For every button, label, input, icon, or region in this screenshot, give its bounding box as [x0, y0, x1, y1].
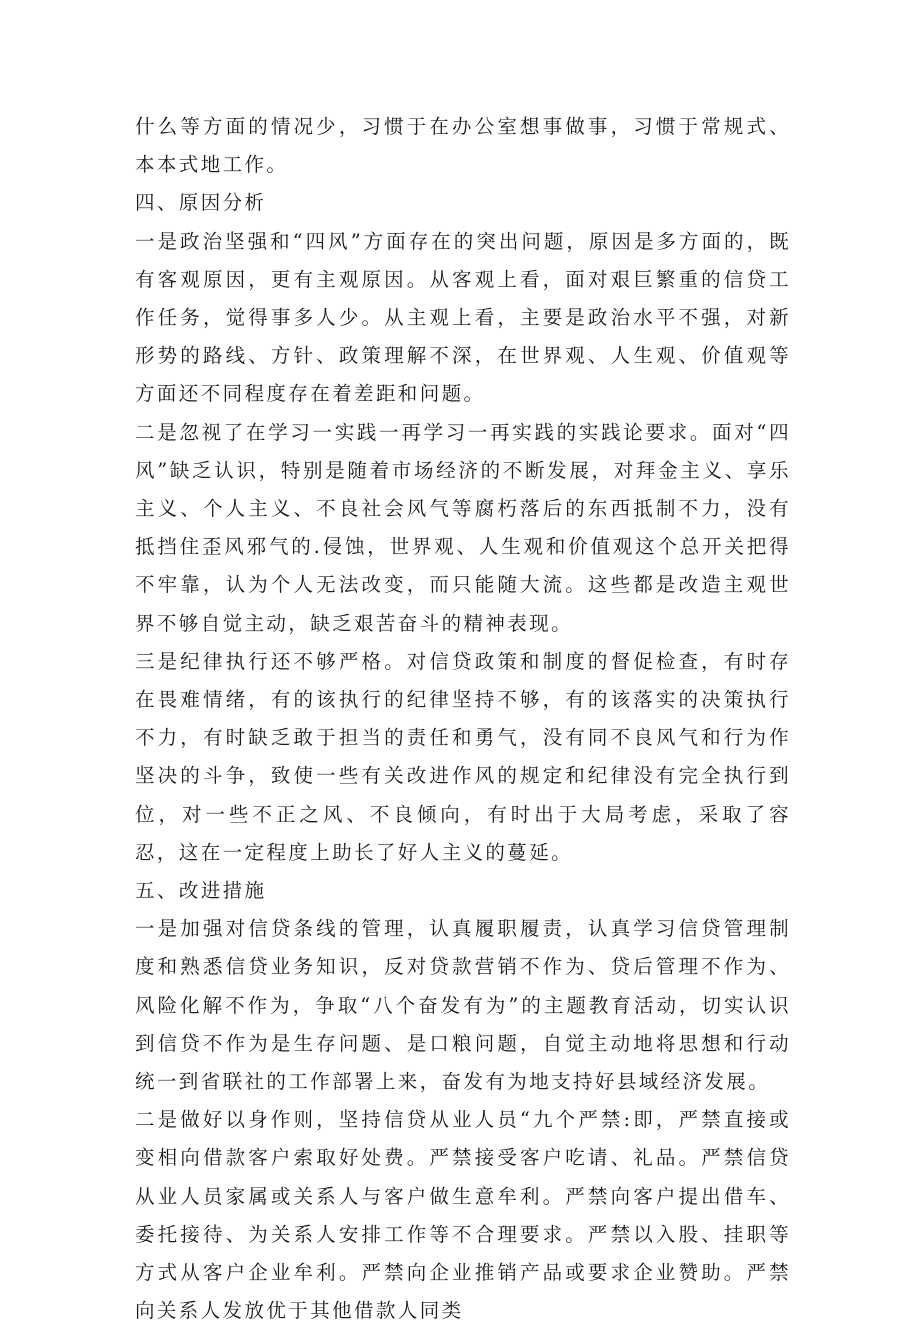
paragraph-cause-one: 一是政治坚强和“四风”方面存在的突出问题，原因是多方面的，既有客观原因，更有主观原因。从客观上看，面对艰巨繁重的信贷工作任务，觉得事多人少。从主观上看，主要是政治水平不强，对新形势的路线、方针、政策理解不深，在世界观、人生观、价值观等方面还不同程度存在着差距和问题。 [135, 229, 791, 406]
paragraph-measure-two: 二是做好以身作则，坚持信贷从业人员“九个严禁:即，严禁直接或变相向借款客户索取好处费。严禁接受客户吃请、礼品。严禁信贷从业人员家属或关系人与客户做生意牟利。严禁向客户提出借车、委托接待、为关系人安排工作等不合理要求。严禁以入股、挂职等方式从客户企业牟利。严禁向企业推销产品或要求企业赞助。严禁向关系人发放优于其他借款人同类 [135, 1108, 791, 1323]
paragraph-cause-two: 二是忽视了在学习一实践一再学习一再实践的实践论要求。面对“四风”缺乏认识，特别是随着市场经济的不断发展，对拜金主义、享乐主义、个人主义、不良社会风气等腐朽落后的东西抵制不力，没有抵挡住歪风邪气的.侵蚀，世界观、人生观和价值观这个总开关把得不牢靠，认为个人无法改变，而只能随大流。这些都是改造主观世界不够自觉主动，缺乏艰苦奋斗的精神表现。 [135, 420, 791, 635]
section-heading-cause-analysis: 四、原因分析 [135, 191, 267, 215]
section-heading-improvement-measures: 五、改进措施 [135, 879, 267, 903]
paragraph-measure-one: 一是加强对信贷条线的管理，认真履职履责，认真学习信贷管理制度和熟悉信贷业务知识，反对贷款营销不作为、贷后管理不作为、风险化解不作为，争取“八个奋发有为”的主题教育活动，切实认识到信贷不作为是生存问题、是口粮问题，自觉主动地将思想和行动统一到省联社的工作部署上来，奋发有为地支持好县域经济发展。 [135, 917, 791, 1094]
document-page [135, 108, 791, 1331]
paragraph-continuation: 什么等方面的情况少，习惯于在办公室想事做事，习惯于常规式、本本式地工作。 [135, 115, 791, 177]
paragraph-cause-three: 三是纪律执行还不够严格。对信贷政策和制度的督促检查，有时存在畏难情绪，有的该执行的纪律坚持不够，有的该落实的决策执行不力，有时缺乏敢于担当的责任和勇气，没有同不良风气和行为作坚决的斗争，致使一些有关改进作风的规定和纪律没有完全执行到位，对一些不正之风、不良倾向，有时出于大局考虑，采取了容忍，这在一定程度上助长了好人主义的蔓延。 [135, 649, 791, 864]
